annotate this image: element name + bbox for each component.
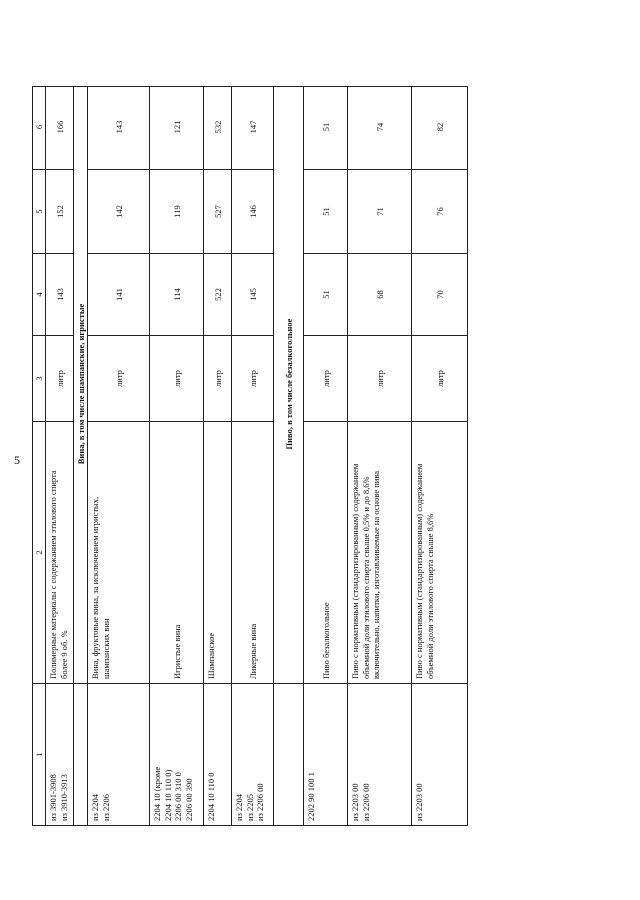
- text-line: Пиво безалкогольное: [320, 602, 331, 679]
- table-row: [150, 86, 204, 826]
- text-line: включительно, напитки, изготавливаемые на основе пива: [371, 471, 381, 679]
- cell-value: 166: [54, 120, 65, 134]
- name-cell: [150, 421, 203, 683]
- text-line: из 3910-3913: [58, 774, 69, 821]
- table-row: [304, 86, 348, 826]
- value-cell: [46, 253, 73, 335]
- text-line: 2204 10 (кроме: [152, 766, 162, 821]
- value-cell: [150, 169, 203, 253]
- text-line: из 2204: [234, 793, 244, 821]
- cell-value: 51: [320, 290, 331, 299]
- text-line: объемной доли этилового спирта свыше 0,5% и до 8,6%: [360, 476, 371, 679]
- text-line: из 2206: [100, 793, 111, 821]
- value-cell: [204, 85, 231, 169]
- cell-value: 143: [113, 120, 124, 134]
- header-cell: 2: [33, 421, 45, 683]
- cell-content: [320, 422, 331, 683]
- cell-value: литр: [434, 370, 445, 387]
- text-line: Пиво с нормативным (стандартизированным) содержанием: [414, 463, 424, 679]
- name-cell: [232, 421, 273, 683]
- text-line: из 3901-3908: [48, 774, 58, 821]
- text-line: 2204 10 110 0): [162, 769, 173, 821]
- cell-value: литр: [374, 370, 385, 387]
- text-line: Пиво с нормативным (стандартизированным) содержанием: [350, 463, 360, 679]
- value-cell: [304, 253, 347, 335]
- table-row: [412, 86, 468, 826]
- name-cell: [348, 421, 411, 683]
- value-cell: [232, 85, 273, 169]
- value-cell: [232, 253, 273, 335]
- value-cell: [348, 253, 411, 335]
- header-row: [32, 86, 46, 826]
- cell-value: 141: [113, 288, 124, 301]
- value-cell: [88, 253, 149, 335]
- unit-cell: [150, 335, 203, 421]
- name-cell: [88, 421, 149, 683]
- value-cell: [150, 253, 203, 335]
- code-cell: [274, 683, 303, 825]
- value-cell: [412, 253, 467, 335]
- cell-value: 68: [374, 290, 385, 299]
- value-cell: [204, 169, 231, 253]
- text-line: 2202 90 100 1: [306, 772, 316, 821]
- cell-value: литр: [247, 370, 258, 387]
- header-cell: 5: [33, 169, 45, 253]
- cell-value: 76: [434, 207, 445, 216]
- text-line: из 2206 00: [255, 783, 265, 821]
- cell-value: 51: [320, 207, 331, 216]
- cell-value: литр: [171, 370, 182, 387]
- cell-value: 74: [374, 122, 385, 132]
- code-cell: [150, 683, 203, 825]
- section-title: [74, 85, 87, 683]
- table-row: [204, 86, 232, 826]
- code-cell: [232, 683, 273, 825]
- cell-value: литр: [113, 370, 124, 387]
- text-line: Полимерные материалы с содержанием этилового спирта: [48, 470, 58, 679]
- code-cell: [204, 683, 231, 825]
- cell-value: 143: [54, 288, 65, 301]
- code-cell: [88, 683, 149, 825]
- code-cell: [304, 683, 347, 825]
- value-cell: [88, 169, 149, 253]
- text-line: более 9 об. %: [58, 630, 69, 679]
- code-cell: [46, 683, 73, 825]
- header-cell: 3: [33, 335, 45, 421]
- cell-value: 70: [434, 290, 445, 299]
- unit-cell: [304, 335, 347, 421]
- section-title: [274, 85, 303, 683]
- unit-cell: [204, 335, 231, 421]
- text-line: Шампанское: [206, 632, 216, 679]
- cell-value: литр: [54, 370, 65, 387]
- table-row: [46, 86, 74, 826]
- value-cell: [304, 169, 347, 253]
- value-cell: [304, 85, 347, 169]
- text-line: Вина, фруктовые вина, за исключением игристых,: [90, 496, 100, 679]
- header-cell: 4: [33, 253, 45, 335]
- value-cell: [348, 85, 411, 169]
- unit-cell: [88, 335, 149, 421]
- cell-value: 82: [434, 122, 445, 132]
- text-line: Игристые вина: [171, 624, 182, 679]
- cell-value: 527: [212, 205, 223, 218]
- cell-value: литр: [212, 370, 223, 387]
- name-cell: [204, 421, 231, 683]
- table-row: [88, 86, 150, 826]
- rates-table: [32, 86, 445, 826]
- text-line: 2206 00 390: [183, 778, 194, 821]
- text-line: из 2204: [90, 793, 100, 821]
- cell-value: 522: [212, 288, 223, 301]
- cell-value: 142: [113, 205, 124, 218]
- section-row: [274, 86, 304, 826]
- unit-cell: [232, 335, 273, 421]
- unit-cell: [412, 335, 467, 421]
- value-cell: [204, 253, 231, 335]
- cell-value: 152: [54, 205, 65, 218]
- cell-value: 121: [171, 120, 182, 134]
- cell-value: литр: [320, 370, 331, 387]
- cell-value: 147: [247, 120, 258, 134]
- value-cell: [348, 169, 411, 253]
- cell-value: 71: [374, 207, 385, 216]
- unit-cell: [46, 335, 73, 421]
- cell-value: 146: [247, 205, 258, 218]
- text-line: шампанских вин: [100, 618, 111, 679]
- cell-value: 114: [171, 288, 182, 301]
- cell-content: [247, 422, 258, 683]
- value-cell: [232, 169, 273, 253]
- text-line: объемной доли этилового спирта свыше 8,6%: [424, 513, 435, 679]
- name-cell: [412, 421, 467, 683]
- text-line: из 2203 00: [414, 783, 424, 821]
- name-cell: [304, 421, 347, 683]
- cell-value: 532: [212, 120, 223, 134]
- text-line: из 2205: [244, 793, 255, 821]
- cell-value: 145: [247, 288, 258, 301]
- value-cell: [46, 169, 73, 253]
- text-line: Ликерные вина: [247, 623, 258, 679]
- text-line: 2204 10 110 0: [206, 772, 216, 821]
- text-line: из 2206 00: [360, 783, 371, 821]
- value-cell: [88, 85, 149, 169]
- header-cell: 1: [33, 683, 45, 825]
- text-line: из 2203 00: [350, 783, 360, 821]
- value-cell: [150, 85, 203, 169]
- cell-value: Пиво, в том числе безалкогольное: [283, 318, 294, 450]
- code-cell: [74, 683, 87, 825]
- code-cell: [412, 683, 467, 825]
- value-cell: [412, 169, 467, 253]
- table-row: [232, 86, 274, 826]
- cell-value: Вина, в том числе шампанские, игристые: [75, 303, 86, 465]
- cell-value: 51: [320, 122, 331, 132]
- value-cell: [46, 85, 73, 169]
- code-cell: [348, 683, 411, 825]
- unit-cell: [348, 335, 411, 421]
- name-cell: [46, 421, 73, 683]
- section-row: [74, 86, 88, 826]
- value-cell: [412, 85, 467, 169]
- cell-value: 119: [171, 205, 182, 218]
- table-row: [348, 86, 412, 826]
- cell-content: [171, 422, 182, 683]
- page-number: 5: [14, 453, 20, 467]
- text-line: 2206 00 310 0: [173, 772, 183, 821]
- header-cell: 6: [34, 124, 44, 130]
